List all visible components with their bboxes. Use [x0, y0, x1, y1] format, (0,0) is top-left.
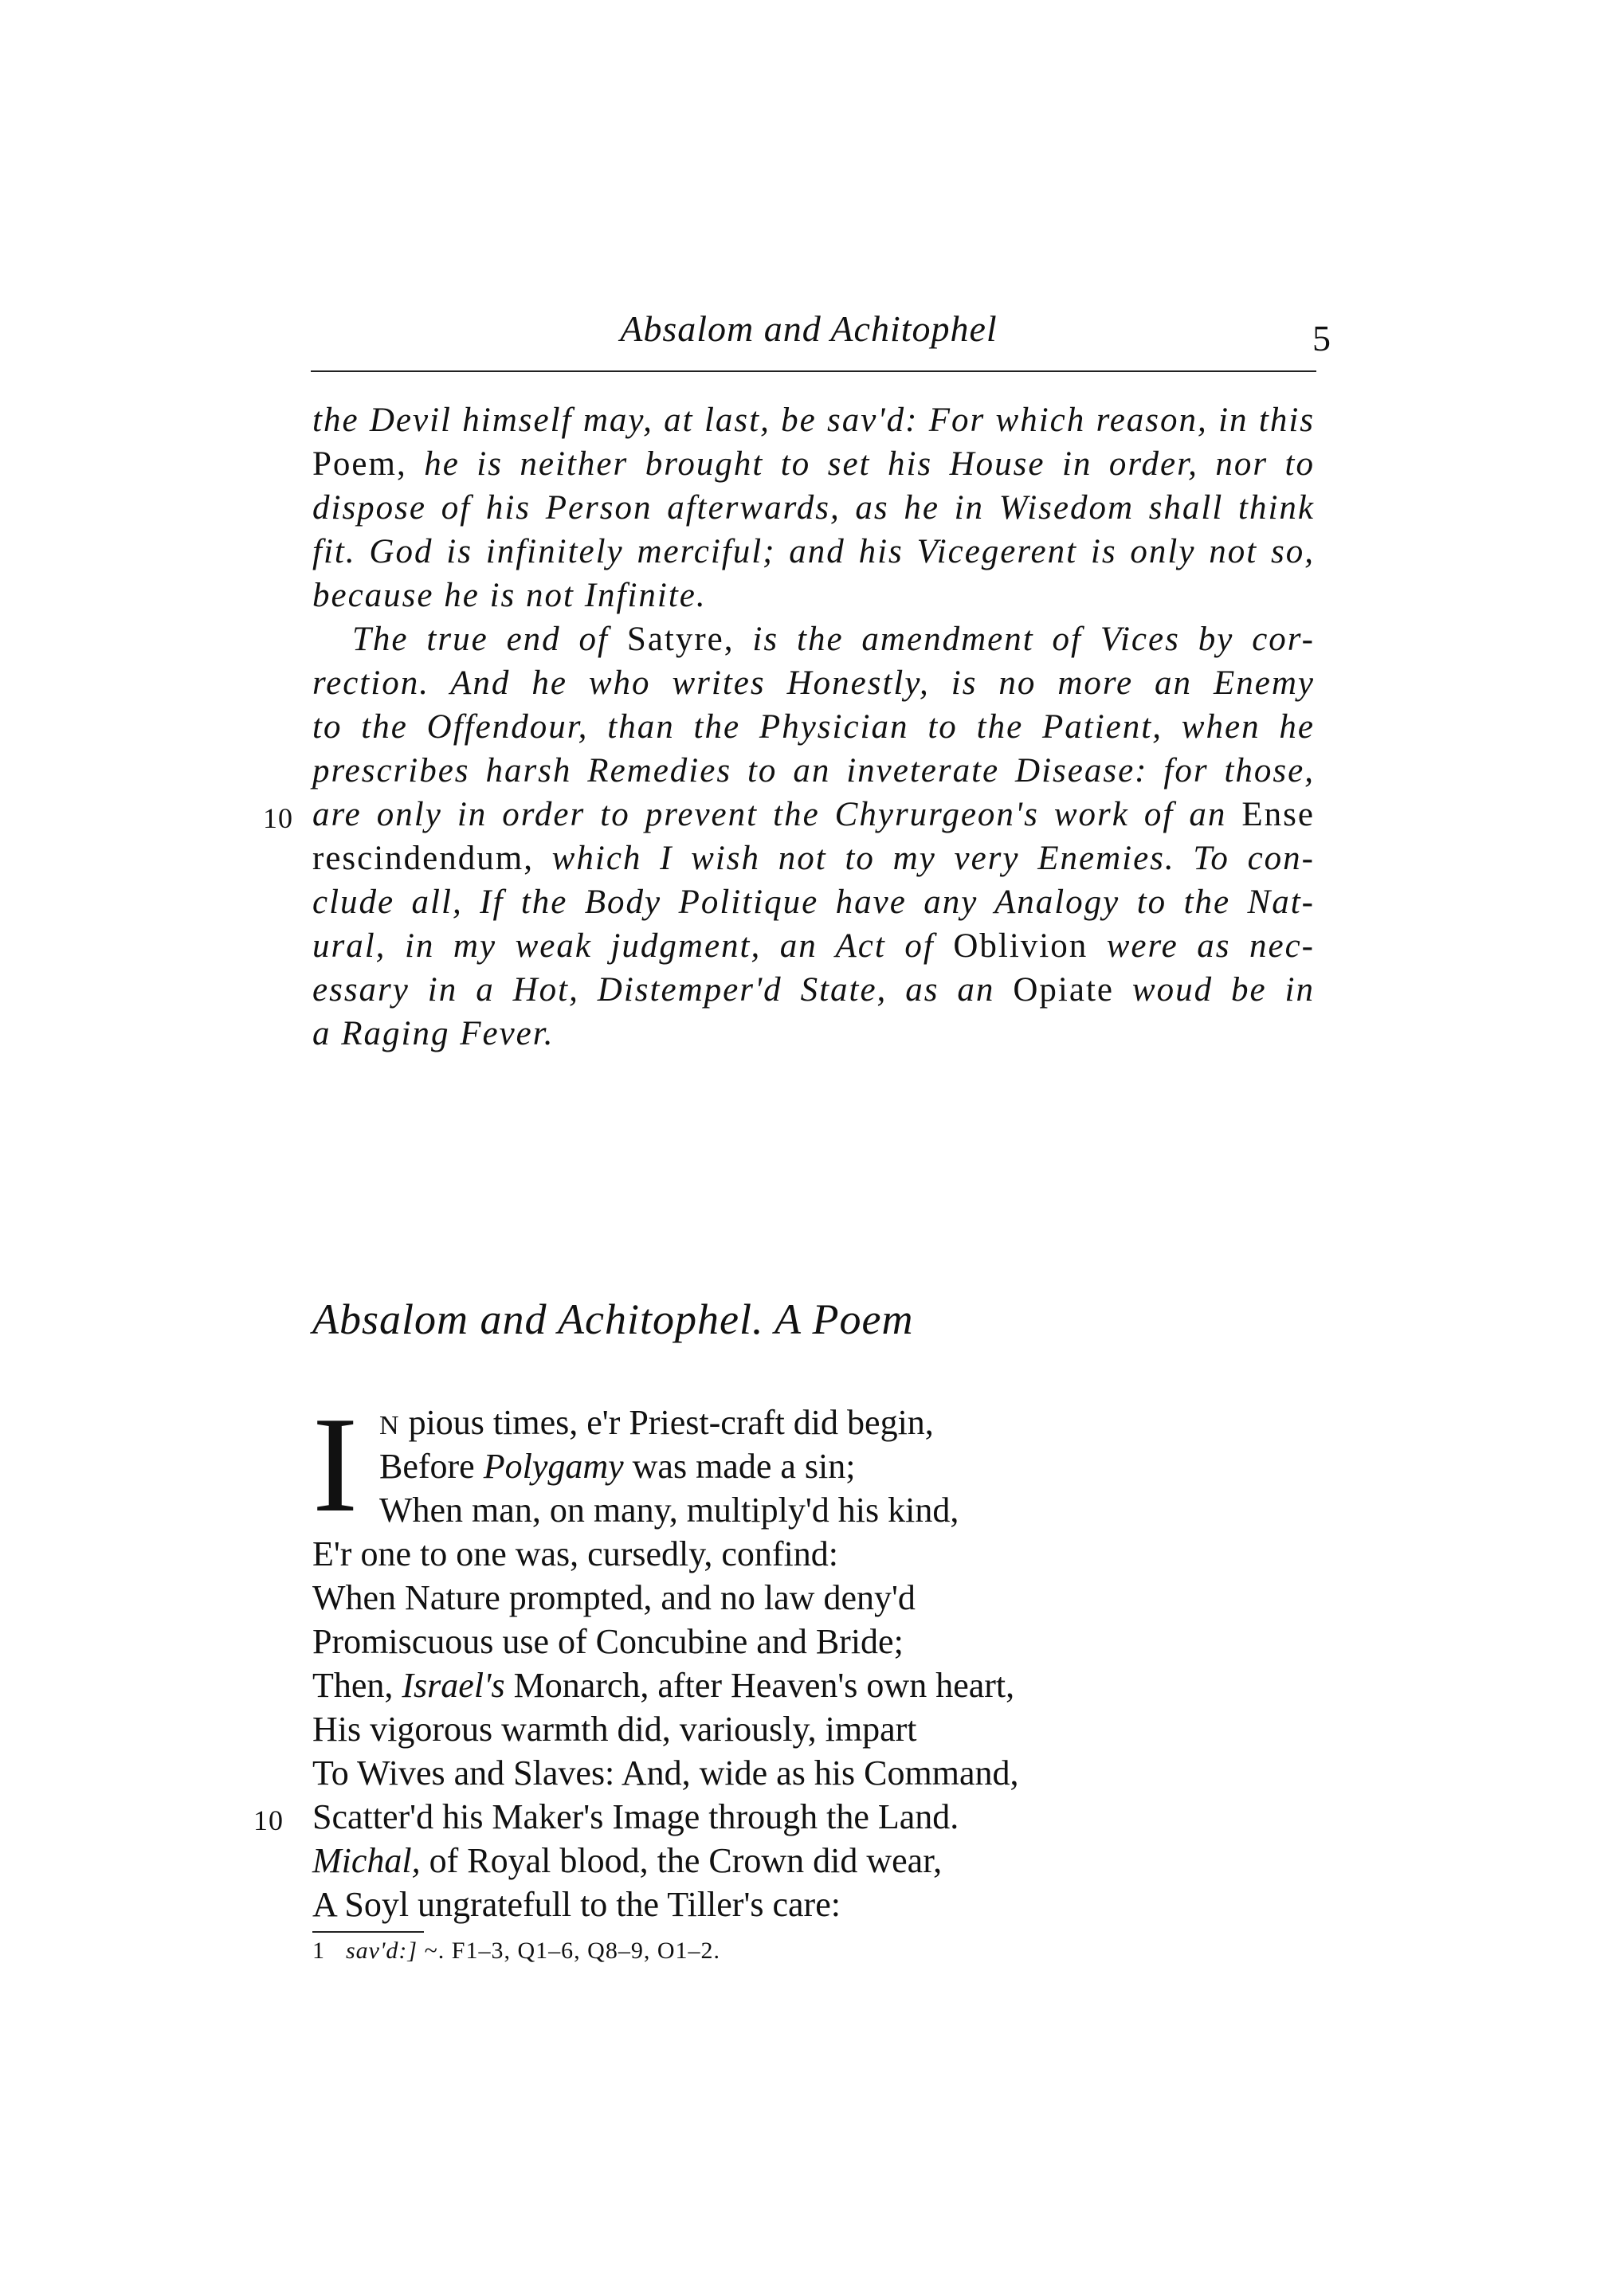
head-rule: [311, 370, 1316, 372]
prose-line: Poem, he is neither brought to set his House in order, nor to: [312, 445, 1315, 483]
footnote-lemma: sav'd:]: [346, 1937, 418, 1964]
running-head: [311, 303, 1331, 366]
prose-line: the Devil himself may, at last, be sav'd: For which reason, in this: [312, 402, 1315, 439]
running-title: Absalom and Achitophel: [620, 308, 998, 349]
prose-line: ural, in my weak judgment, an Act of Oblivion were as nec-: [312, 927, 1316, 965]
verse-line: When man, on many, multiply'd his kind,: [379, 1491, 959, 1530]
footnote-rule: [312, 1931, 424, 1933]
prose-line: are only in order to prevent the Chyrurgeon's work of an Ense: [312, 796, 1315, 833]
prose-line: rescindendum, which I wish not to my very Enemies. To con-: [312, 840, 1315, 877]
preface-prose: [312, 398, 1315, 1056]
verse-line: E'r one to one was, cursedly, confind:: [312, 1534, 838, 1573]
drop-cap: I: [312, 1389, 359, 1541]
verse-line: His vigorous warmth did, variously, impart: [312, 1710, 917, 1749]
footnote: [312, 1937, 720, 1965]
verse-line: Michal, of Royal blood, the Crown did wear,: [312, 1841, 943, 1880]
prose-line: The true end of Satyre, is the amendment of Vices by cor-: [352, 621, 1315, 658]
prose-line: rection. And he who writes Honestly, is no more an Enemy: [312, 664, 1315, 702]
poem-title: Absalom and Achitophel. A Poem: [312, 1295, 914, 1343]
verse-line: Promiscuous use of Concubine and Bride;: [312, 1622, 904, 1661]
poem-text: [312, 1389, 1348, 1926]
prose-line: to the Offendour, than the Physician to the Patient, when he: [312, 708, 1315, 746]
prose-line: dispose of his Person afterwards, as he in Wisedom shall think: [312, 489, 1315, 527]
page-number: 5: [1312, 318, 1331, 359]
verse-line: Before Polygamy was made a sin;: [379, 1447, 856, 1486]
prose-line-number: 10: [263, 802, 293, 834]
prose-line: essary in a Hot, Distemper'd State, as an Opiate woud be in: [312, 971, 1316, 1009]
verse-line: To Wives and Slaves: And, wide as his Command,: [312, 1753, 1019, 1793]
verse-line: Then, Israel's Monarch, after Heaven's own heart,: [312, 1666, 1015, 1705]
footnote-number: 1: [312, 1937, 325, 1964]
verse-line: Scatter'd his Maker's Image through the Land.: [312, 1797, 959, 1836]
verse-line: When Nature prompted, and no law deny'd: [312, 1578, 916, 1617]
poem-line-number: 10: [253, 1804, 284, 1836]
prose-line: fit. God is infinitely merciful; and his Vicegerent is only not so,: [312, 533, 1315, 570]
footnote-reading: ~. F1–3, Q1–6, Q8–9, O1–2.: [418, 1937, 720, 1964]
prose-line: a Raging Fever.: [312, 1015, 555, 1052]
prose-line: because he is not Infinite.: [312, 577, 707, 614]
prose-line: clude all, If the Body Politique have any Analogy to the Nat-: [312, 884, 1315, 921]
prose-line: prescribes harsh Remedies to an inveterate Disease: for those,: [312, 752, 1315, 789]
verse-line: A Soyl ungratefull to the Tiller's care:: [312, 1885, 841, 1924]
verse-line: N pious times, e'r Priest-craft did begin,: [379, 1403, 934, 1442]
